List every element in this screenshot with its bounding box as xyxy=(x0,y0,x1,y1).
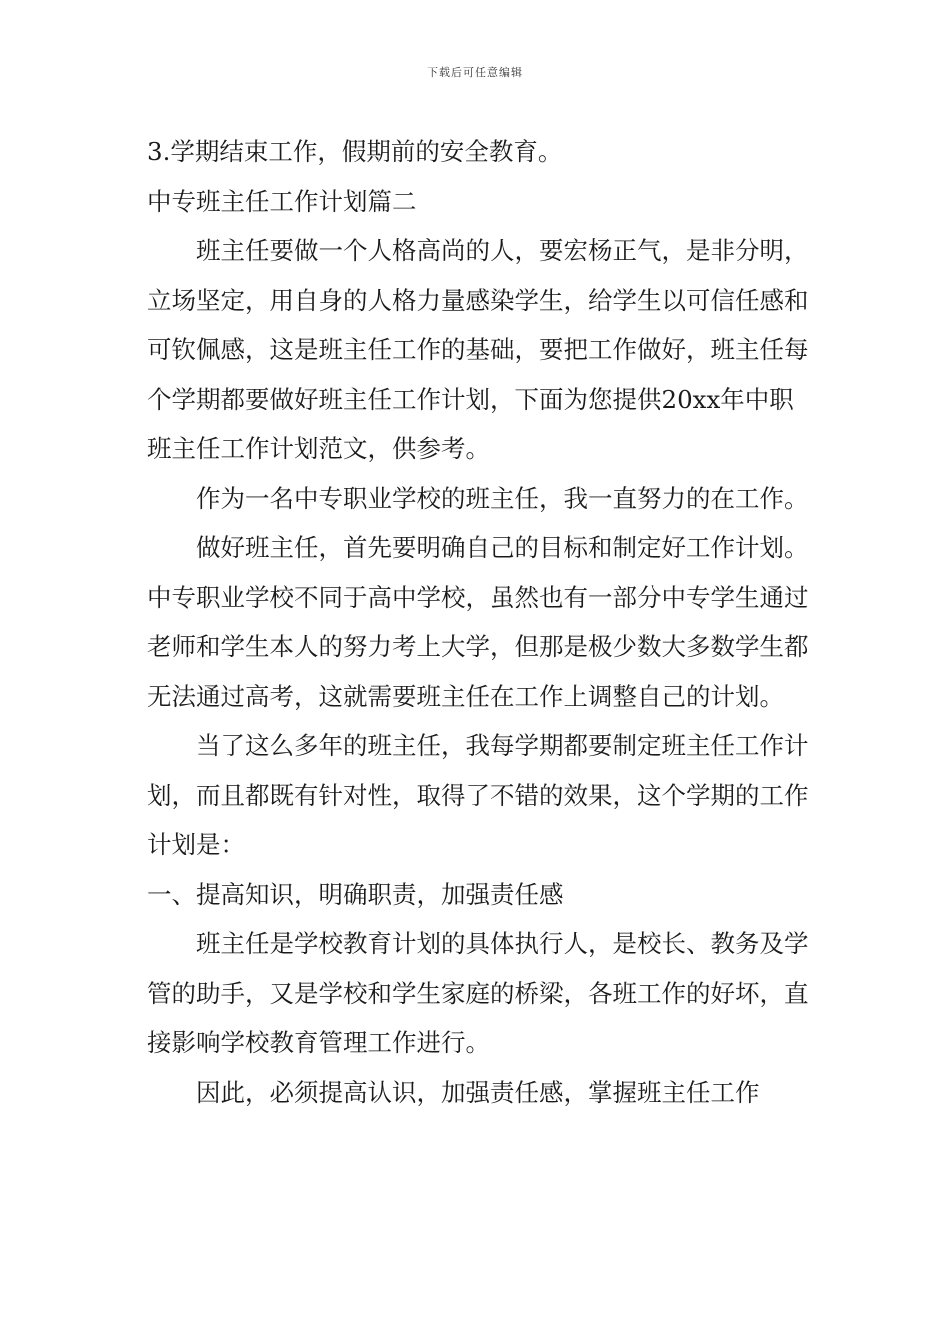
document-body xyxy=(147,127,809,1117)
paragraph-responsibility: 班主任是学校教育计划的具体执行人，是校长、教务及学管的助手，又是学校和学生家庭的桥梁，各班工作的好坏，直接影响学校教育管理工作进行。 xyxy=(147,929,809,1057)
paragraph-conclusion: 因此，必须提高认识，加强责任感，掌握班主任工作 xyxy=(196,1077,760,1107)
paragraph-goals: 做好班主任，首先要明确自己的目标和制定好工作计划。中专职业学校不同于高中学校，虽然也有一部分中专学生通过老师和学生本人的努力考上大学，但那是极少数大多数学生都无法通过高考，这就需要班主任在工作上调整自己的计划。 xyxy=(147,533,809,711)
section-title: 中专班主任工作计划篇二 xyxy=(147,186,417,216)
subsection-title: 一、提高知识，明确职责，加强责任感 xyxy=(147,879,564,909)
page-header: 下载后可任意编辑 xyxy=(427,66,523,79)
paragraph-role: 作为一名中专职业学校的班主任，我一直努力的在工作。 xyxy=(196,483,809,513)
paragraph-intro: 班主任要做一个人格高尚的人，要宏杨正气，是非分明，立场坚定，用自身的人格力量感染学生，给学生以可信任感和可钦佩感，这是班主任工作的基础，要把工作做好，班主任每个学期都要做好班主任工作计划，下面为您提供20xx年中职班主任工作计划范文，供参考。 xyxy=(147,236,809,463)
list-item-term-end: 3.学期结束工作，假期前的安全教育。 xyxy=(147,137,563,166)
paragraph-plan-intro: 当了这么多年的班主任，我每学期都要制定班主任工作计划，而且都既有针对性，取得了不错的效果，这个学期的工作计划是： xyxy=(147,731,809,859)
